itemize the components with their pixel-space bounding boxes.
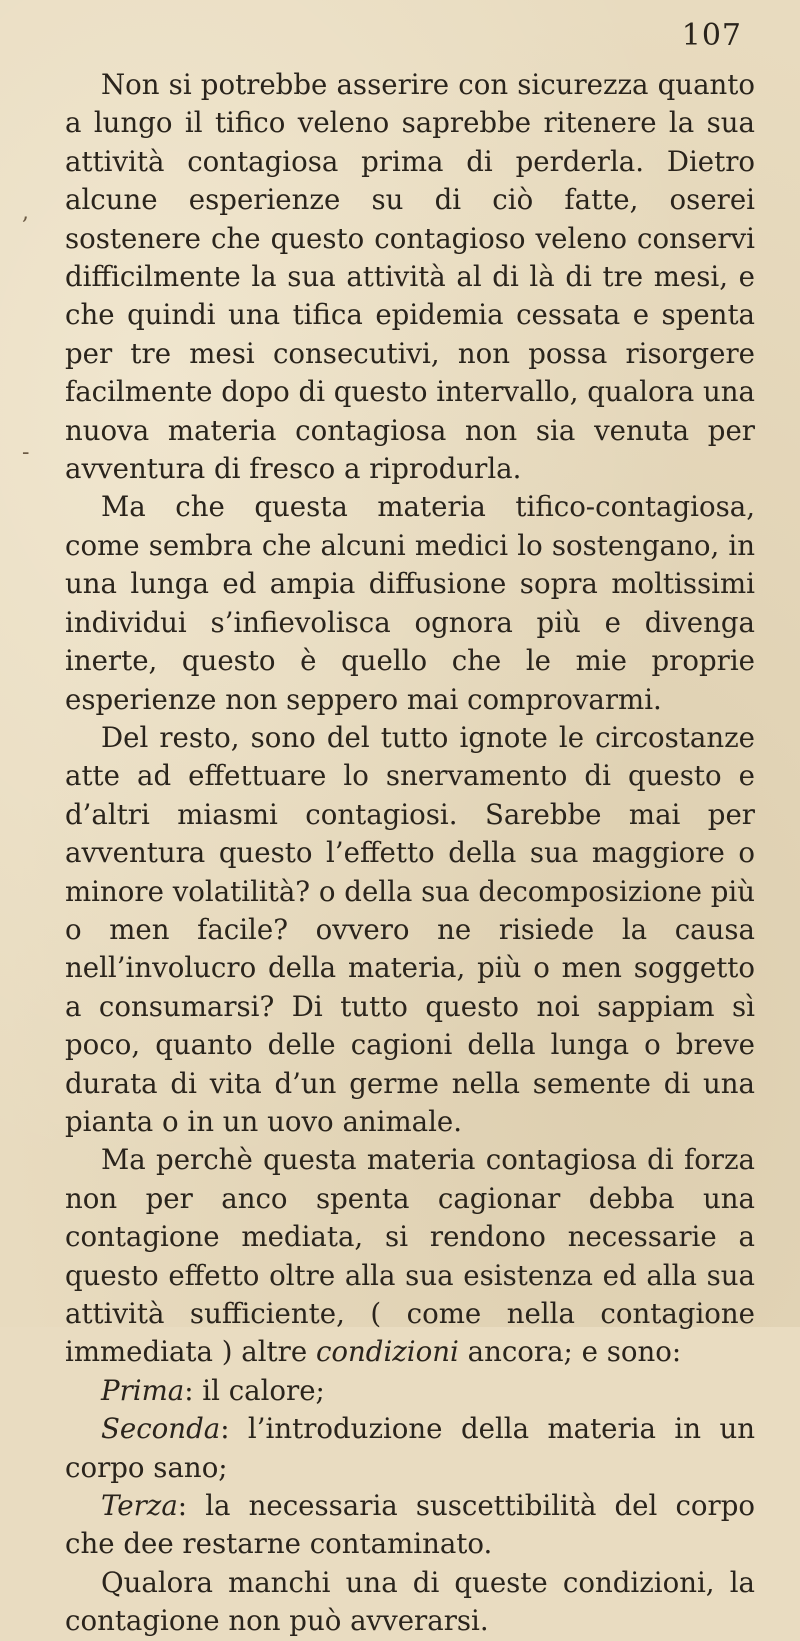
paragraph-1: Non si potrebbe asserire con sicurezza quanto a lungo il tifico veleno saprebbe ritenere la sua attività contagiosa prima di perderla. Dietro alcune esperienze su di ciò fatte, oserei sostenere che questo contagioso veleno conservi difficilmente la sua attività al di là di tre mesi, e che quindi una tifica epidemia cessata e spenta per tre mesi consecutivi, non possa risorgere facilmente dopo di questo intervallo, qualora una nuova materia contagiosa non sia venuta per avventura di fresco a riprodurla.	[65, 68, 755, 486]
paragraph-2: Ma che questa materia tifico-contagiosa, come sembra che alcuni medici lo sostengano, in una lunga ed ampia diffusione sopra moltissimi individui s’infievolisca ognora più e divenga inerte, questo è quello che le mie proprie esperienze non seppero mai comprovarmi.	[65, 490, 755, 716]
condition-3-label: Terza	[101, 1489, 178, 1523]
condition-1-label: Prima	[101, 1373, 185, 1407]
condition-2	[65, 1410, 755, 1487]
condition-2-text: : l’introduzione della materia in un corpo sano;	[65, 1412, 755, 1484]
paragraph-4-text-before: Ma perchè questa materia contagiosa di forza non per anco spenta cagionar debba una contagione mediata, si rendono necessarie a questo effetto oltre alla sua esistenza ed alla sua attività sufficiente, ( come nella contagione immediata ) altre	[65, 1143, 755, 1369]
paragraph-4-text-after: ancora; e sono:	[458, 1335, 682, 1369]
condition-3-text: : la necessaria suscettibilità del corpo che dee restarne contaminato.	[65, 1489, 755, 1561]
margin-dash-mark: ,	[22, 200, 29, 225]
closing-paragraph: Qualora manchi una di queste condizioni, la contagione non può avverarsi.	[65, 1565, 755, 1638]
paragraph-3: Del resto, sono del tutto ignote le circostanze atte ad effettuare lo snervamento di questo e d’altri miasmi contagiosi. Sarebbe mai per avventura questo l’effetto della sua maggiore o minore volatilità? o della sua decomposizione più o men facile? ovvero ne risiede la causa nell’involucro della materia, più o men soggetto a consumarsi? Di tutto questo noi sappiam sì poco, quanto delle cagioni della lunga o breve durata di vita d’un germe nella semente di una pianta o in un uovo animale.	[65, 720, 755, 1138]
paragraph-4-emphasis: condizioni	[315, 1335, 459, 1369]
condition-1-text: : il calore;	[184, 1373, 325, 1407]
body-text	[65, 66, 755, 1641]
page-number: 107	[681, 18, 742, 53]
paragraph-4	[65, 1141, 755, 1371]
condition-3	[65, 1487, 755, 1564]
condition-2-label: Seconda	[101, 1412, 221, 1446]
margin-dash-mark: -	[22, 440, 30, 465]
condition-1	[65, 1372, 755, 1410]
